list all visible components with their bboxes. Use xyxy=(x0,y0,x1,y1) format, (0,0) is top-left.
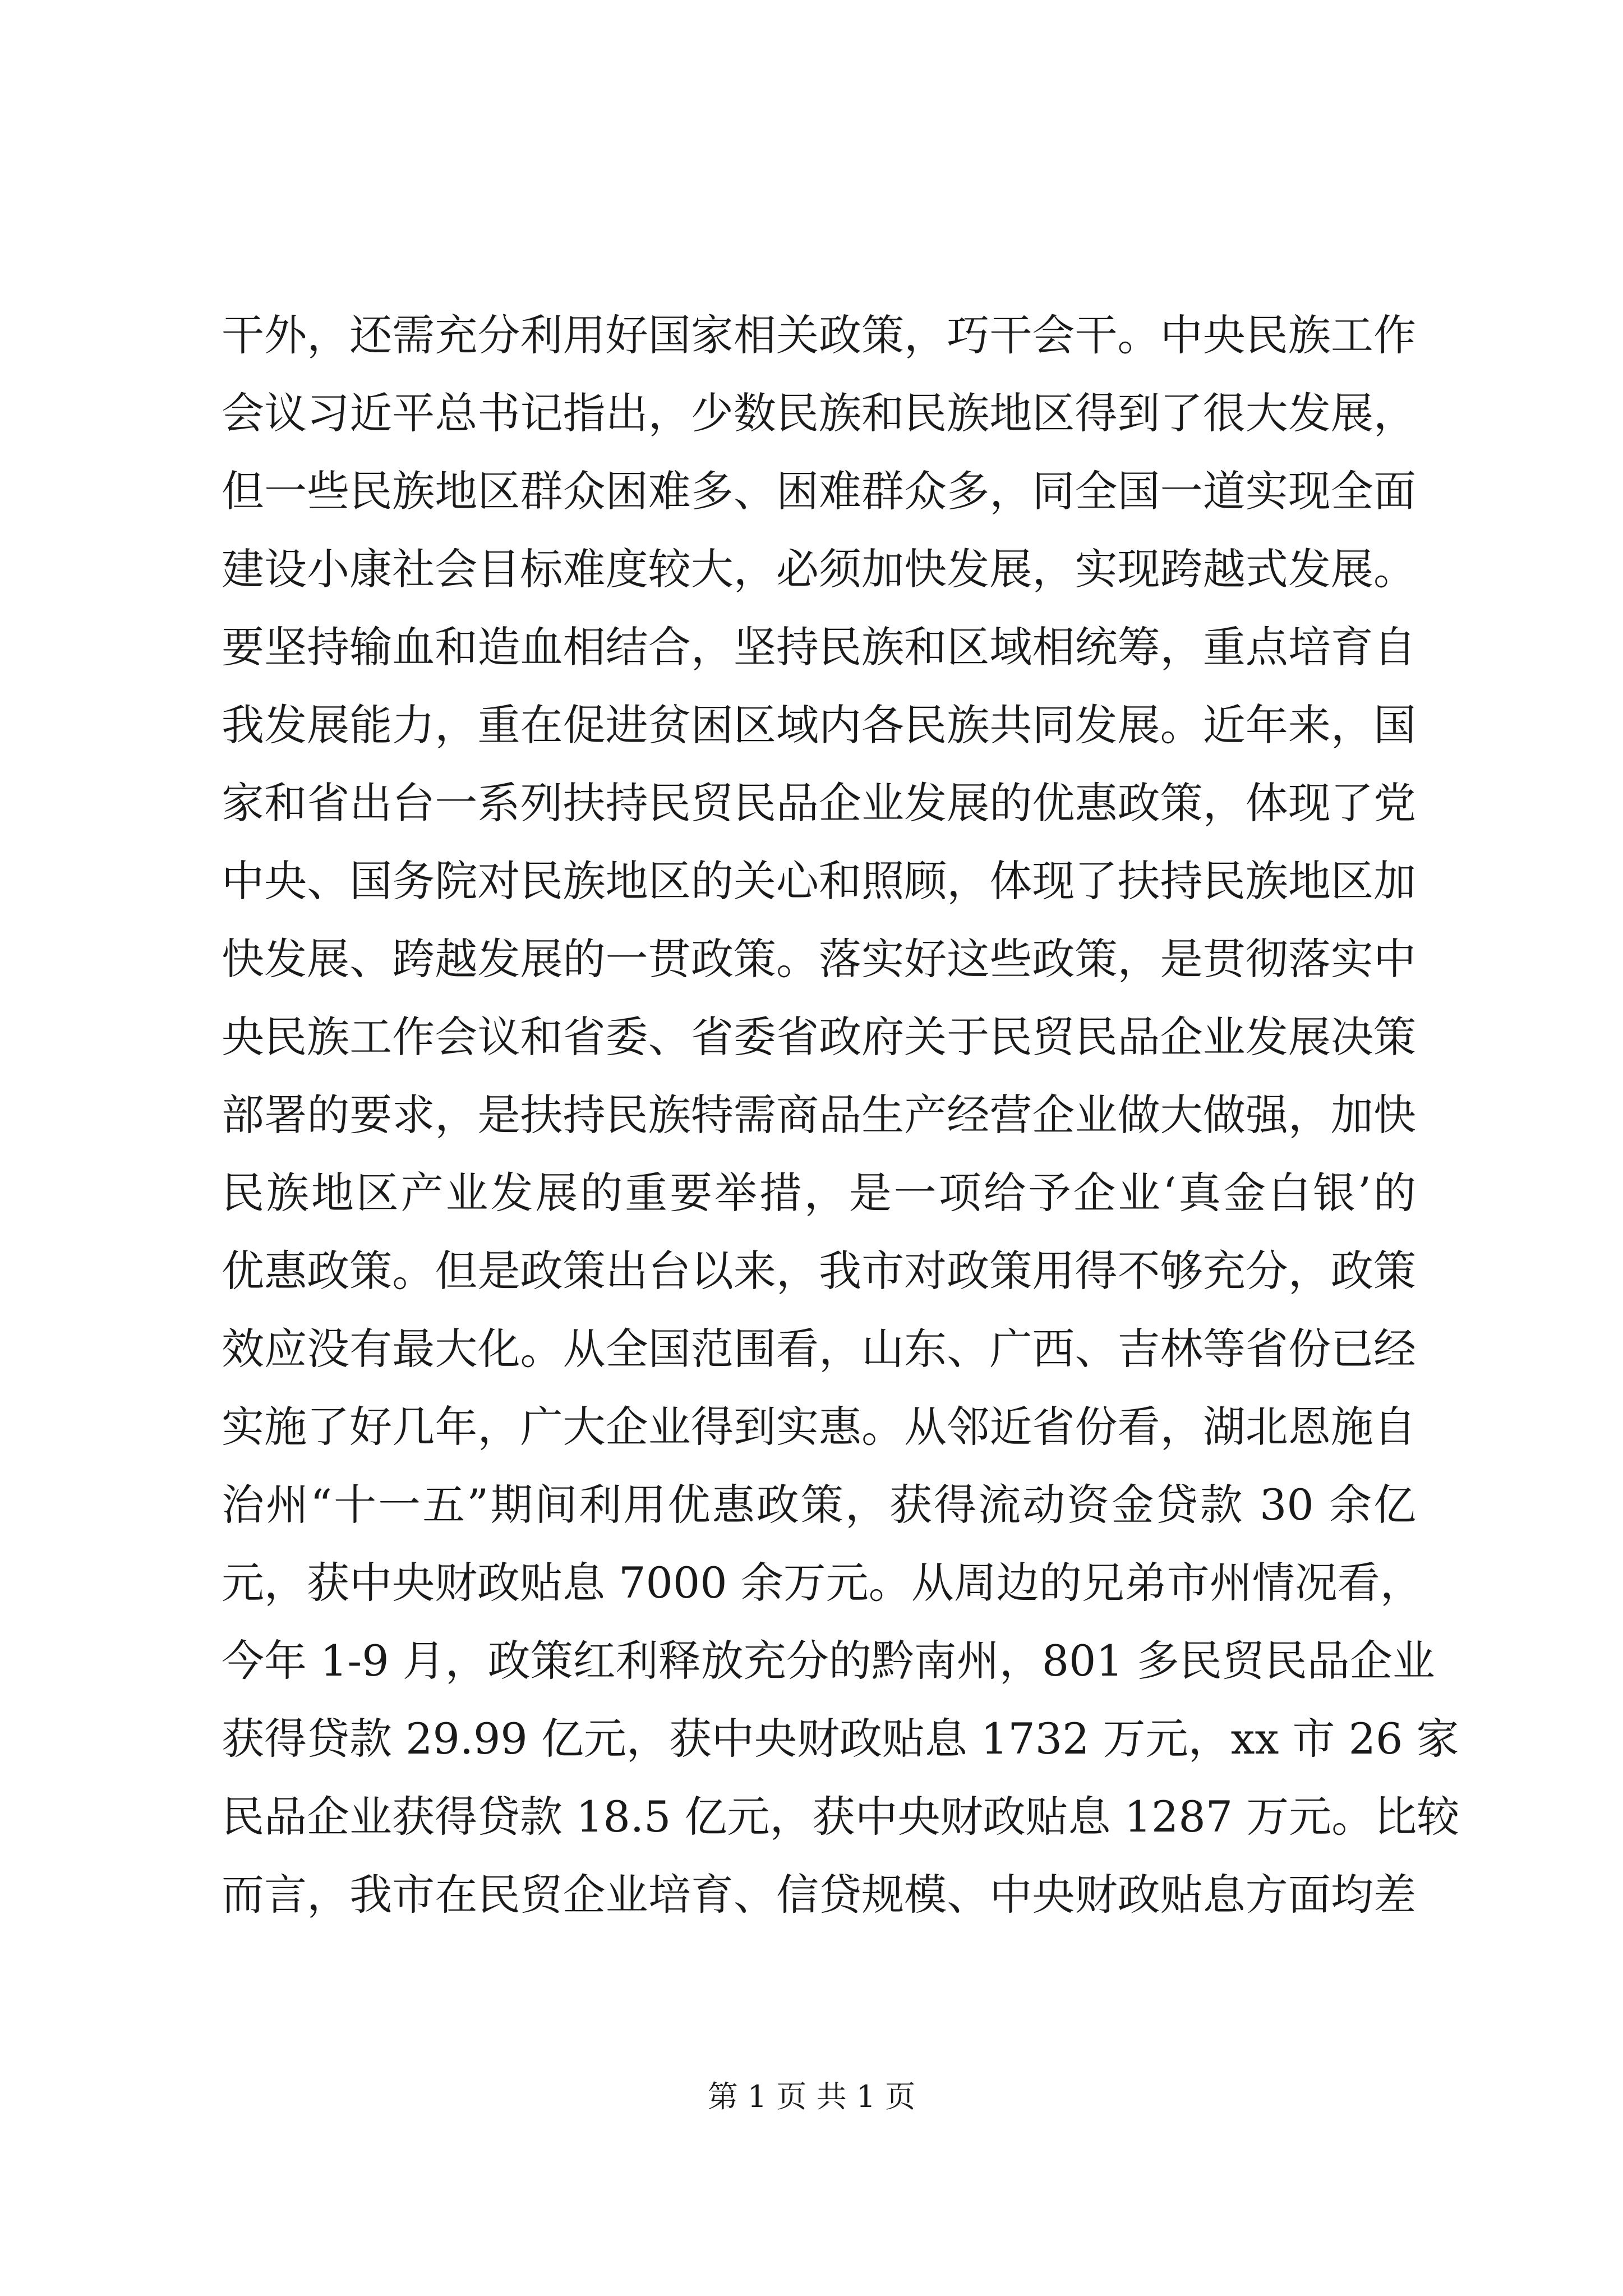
body-text xyxy=(222,296,1460,1934)
text-line: 家和省出台一系列扶持民贸民品企业发展的优惠政策，体现了党 xyxy=(222,778,1416,828)
text-line: 今年 1-9 月，政策红利释放充分的黔南州，801 多民贸民品企业 xyxy=(222,1636,1435,1686)
text-line: 但一些民族地区群众困难多、困难群众多，同全国一道实现全面 xyxy=(222,466,1416,516)
text-line: 实施了好几年，广大企业得到实惠。从邻近省份看，湖北恩施自 xyxy=(222,1402,1416,1452)
text-line: 民品企业获得贷款 18.5 亿元，获中央财政贴息 1287 万元。比较 xyxy=(222,1792,1460,1842)
text-line: 获得贷款 29.99 亿元，获中央财政贴息 1732 万元，xx 市 26 家 xyxy=(222,1714,1459,1764)
text-line: 部署的要求，是扶持民族特需商品生产经营企业做大做强，加快 xyxy=(222,1090,1416,1140)
text-line: 元，获中央财政贴息 7000 余万元。从周边的兄弟市州情况看， xyxy=(222,1558,1423,1608)
text-line: 我发展能力，重在促进贫困区域内各民族共同发展。近年来，国 xyxy=(222,700,1416,750)
text-line: 而言，我市在民贸企业培育、信贷规模、中央财政贴息方面均差 xyxy=(222,1870,1416,1920)
text-line: 建设小康社会目标难度较大，必须加快发展，实现跨越式发展。 xyxy=(222,544,1416,594)
text-line: 效应没有最大化。从全国范围看，山东、广西、吉林等省份已经 xyxy=(222,1324,1416,1374)
text-line: 优惠政策。但是政策出台以来，我市对政策用得不够充分，政策 xyxy=(222,1246,1416,1296)
text-line: 会议习近平总书记指出，少数民族和民族地区得到了很大发展， xyxy=(222,388,1416,438)
text-line: 民族地区产业发展的重要举措，是一项给予企业‘真金白银’的 xyxy=(222,1168,1416,1218)
text-line: 干外，还需充分利用好国家相关政策，巧干会干。中央民族工作 xyxy=(222,310,1416,360)
text-line: 要坚持输血和造血相结合，坚持民族和区域相统筹，重点培育自 xyxy=(222,622,1416,672)
text-line: 快发展、跨越发展的一贯政策。落实好这些政策，是贯彻落实中 xyxy=(222,934,1416,984)
text-line: 中央、国务院对民族地区的关心和照顾，体现了扶持民族地区加 xyxy=(222,856,1416,906)
page-footer: 第 1 页 共 1 页 xyxy=(707,2079,916,2114)
text-line: 央民族工作会议和省委、省委省政府关于民贸民品企业发展决策 xyxy=(222,1012,1416,1062)
text-line: 治州“十一五”期间利用优惠政策，获得流动资金贷款 30 余亿 xyxy=(222,1480,1416,1530)
